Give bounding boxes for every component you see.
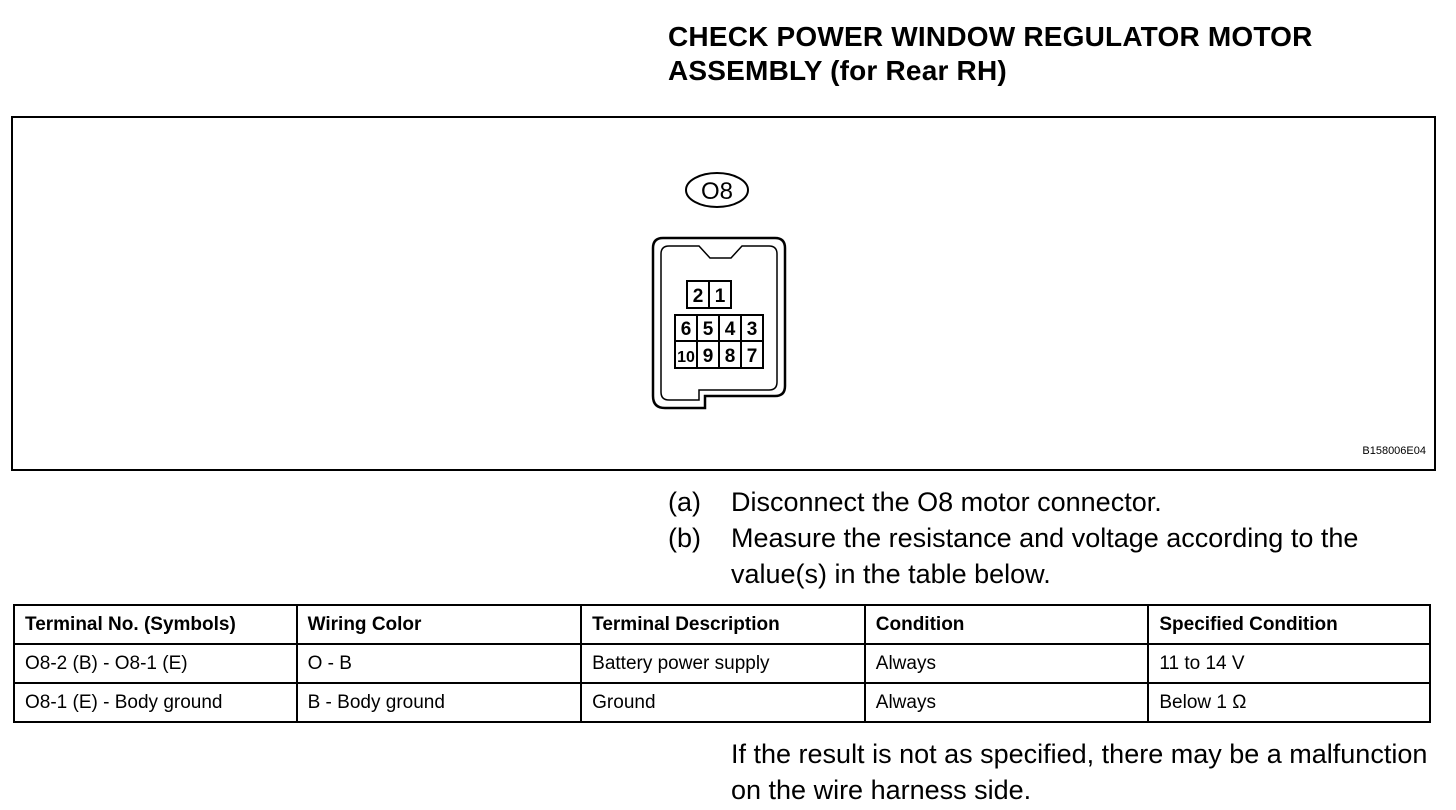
pin-6-label: 6 xyxy=(680,319,692,340)
step-a xyxy=(668,484,1428,520)
figure-code: B158006E04 xyxy=(1362,445,1426,457)
pin-3-label: 3 xyxy=(746,319,758,340)
step-letter: (b) xyxy=(668,523,701,553)
cell-wiring-color: B - Body ground xyxy=(297,683,582,722)
header-terminal-description: Terminal Description xyxy=(581,605,865,644)
step-letter: (a) xyxy=(668,487,701,517)
title-line-1: CHECK POWER WINDOW REGULATOR MOTOR xyxy=(668,21,1313,52)
cell-condition: Always xyxy=(865,683,1149,722)
table-header-row xyxy=(14,605,1430,644)
cell-terminal-no: O8-1 (E) - Body ground xyxy=(14,683,297,722)
cell-specified-condition: 11 to 14 V xyxy=(1148,644,1430,683)
pin-1-label: 1 xyxy=(714,286,726,307)
specification-table xyxy=(13,604,1431,723)
cell-terminal-description: Ground xyxy=(581,683,865,722)
step-b xyxy=(668,520,1428,592)
pin-4-label: 4 xyxy=(724,319,736,340)
cell-terminal-description: Battery power supply xyxy=(581,644,865,683)
connector-figure xyxy=(11,116,1436,471)
header-terminal-no: Terminal No. (Symbols) xyxy=(14,605,297,644)
connector-diagram xyxy=(13,118,1434,469)
cell-condition: Always xyxy=(865,644,1149,683)
header-specified-condition: Specified Condition xyxy=(1148,605,1430,644)
table-row xyxy=(14,683,1430,722)
cell-specified-condition: Below 1 Ω xyxy=(1148,683,1430,722)
pin-9-label: 9 xyxy=(702,346,714,367)
pin-10-label: 10 xyxy=(677,349,695,366)
pin-2-label: 2 xyxy=(692,286,704,307)
title-line-2: ASSEMBLY (for Rear RH) xyxy=(668,55,1007,86)
page-title xyxy=(668,20,1313,88)
pin-5-label: 5 xyxy=(702,319,714,340)
header-condition: Condition xyxy=(865,605,1149,644)
table-row xyxy=(14,644,1430,683)
step-text: Disconnect the O8 motor connector. xyxy=(731,487,1162,517)
result-note: If the result is not as specified, there may be a malfunction on the wire harness side. xyxy=(731,739,1428,805)
header-wiring-color: Wiring Color xyxy=(297,605,582,644)
connector-label: O8 xyxy=(700,178,734,205)
step-text: Measure the resistance and voltage according to the value(s) in the table below. xyxy=(731,523,1359,589)
cell-wiring-color: O - B xyxy=(297,644,582,683)
cell-terminal-no: O8-2 (B) - O8-1 (E) xyxy=(14,644,297,683)
pin-7-label: 7 xyxy=(746,346,758,367)
procedure-steps xyxy=(668,484,1428,592)
pin-8-label: 8 xyxy=(724,346,736,367)
